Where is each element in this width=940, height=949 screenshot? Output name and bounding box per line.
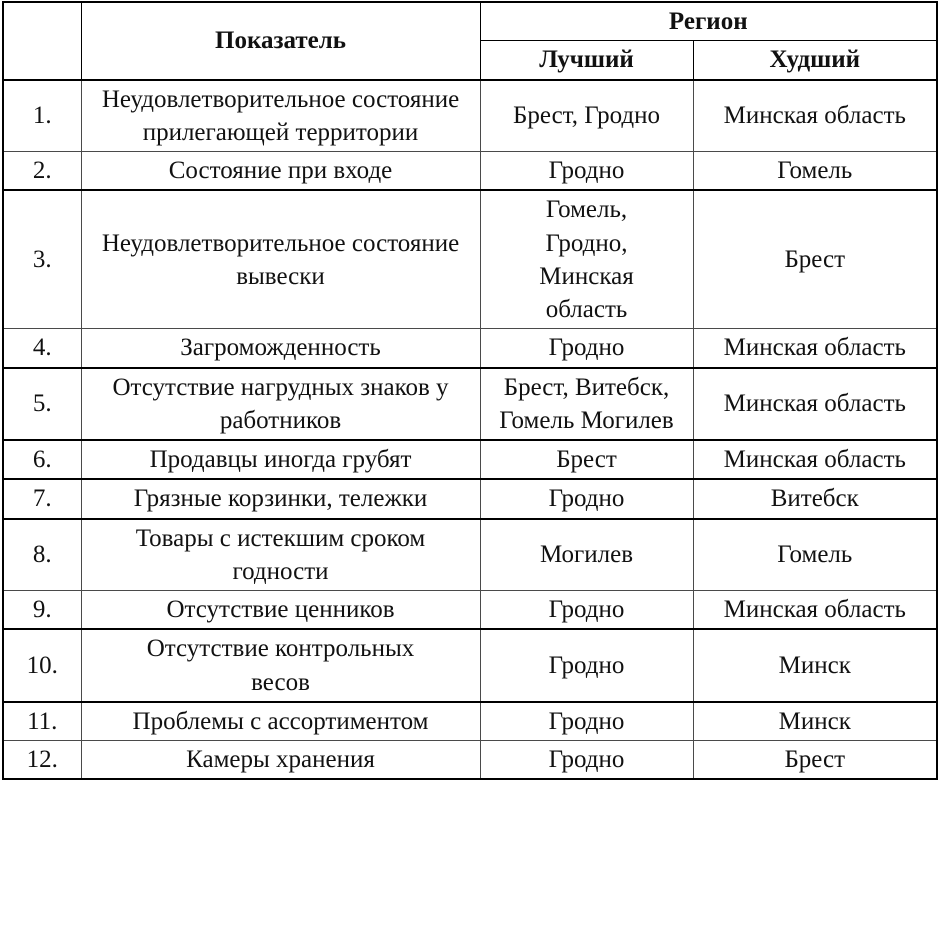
row-best-region: Гродно	[480, 152, 693, 191]
row-indicator: Продавцы иногда грубят	[81, 440, 480, 479]
row-worst-region: Гомель	[693, 519, 937, 591]
table-row	[3, 519, 937, 591]
row-worst-region: Минская область	[693, 80, 937, 152]
table-row	[3, 329, 937, 368]
row-number: 6.	[3, 440, 81, 479]
row-worst-region: Минская область	[693, 440, 937, 479]
table-header	[3, 2, 937, 80]
row-best-region: Гродно	[480, 702, 693, 741]
row-number: 11.	[3, 702, 81, 741]
row-number: 4.	[3, 329, 81, 368]
row-worst-region: Гомель	[693, 152, 937, 191]
row-number: 8.	[3, 519, 81, 591]
row-number: 3.	[3, 190, 81, 329]
header-number	[3, 2, 81, 80]
row-number: 1.	[3, 80, 81, 152]
row-number: 5.	[3, 368, 81, 441]
row-best-region: Гродно	[480, 479, 693, 518]
row-best-region: Брест, Гродно	[480, 80, 693, 152]
header-row-top	[3, 2, 937, 41]
header-region-group: Регион	[480, 2, 937, 41]
table-row	[3, 702, 937, 741]
table-row	[3, 629, 937, 702]
row-number: 7.	[3, 479, 81, 518]
header-best: Лучший	[480, 41, 693, 80]
table-row	[3, 152, 937, 191]
row-indicator: Проблемы с ассортиментом	[81, 702, 480, 741]
row-worst-region: Минск	[693, 629, 937, 702]
row-number: 9.	[3, 591, 81, 630]
row-worst-region: Минская область	[693, 329, 937, 368]
row-best-region: Гродно	[480, 591, 693, 630]
row-best-region: Гродно	[480, 629, 693, 702]
table-row	[3, 368, 937, 441]
row-indicator: Отсутствие ценников	[81, 591, 480, 630]
row-best-region: Брест, Витебск, Гомель Могилев	[480, 368, 693, 441]
row-indicator: Неудовлетворительное состояние прилегающей территории	[81, 80, 480, 152]
table-row	[3, 741, 937, 780]
row-indicator: Состояние при входе	[81, 152, 480, 191]
row-indicator: Товары с истекшим сроком годности	[81, 519, 480, 591]
header-worst: Худший	[693, 41, 937, 80]
row-worst-region: Витебск	[693, 479, 937, 518]
row-best-region: Гродно	[480, 329, 693, 368]
header-indicator: Показатель	[81, 2, 480, 80]
row-worst-region: Минская область	[693, 591, 937, 630]
table-row	[3, 190, 937, 329]
row-indicator: Грязные корзинки, тележки	[81, 479, 480, 518]
table-container	[0, 1, 940, 949]
row-indicator: Камеры хранения	[81, 741, 480, 780]
row-worst-region: Минск	[693, 702, 937, 741]
row-number: 12.	[3, 741, 81, 780]
row-worst-region: Минская область	[693, 368, 937, 441]
row-best-region: Гродно	[480, 741, 693, 780]
table-body	[3, 80, 937, 780]
row-best-region: Брест	[480, 440, 693, 479]
table-row	[3, 591, 937, 630]
table-row	[3, 440, 937, 479]
row-best-region: Гомель, Гродно, Минская область	[480, 190, 693, 329]
row-number: 10.	[3, 629, 81, 702]
table-row	[3, 80, 937, 152]
row-indicator: Неудовлетворительное состояние вывески	[81, 190, 480, 329]
row-best-region: Могилев	[480, 519, 693, 591]
table-row	[3, 479, 937, 518]
row-indicator: Отсутствие контрольных весов	[81, 629, 480, 702]
row-number: 2.	[3, 152, 81, 191]
row-indicator: Загроможденность	[81, 329, 480, 368]
row-indicator: Отсутствие нагрудных знаков у работников	[81, 368, 480, 441]
row-worst-region: Брест	[693, 741, 937, 780]
row-worst-region: Брест	[693, 190, 937, 329]
indicator-region-table	[2, 1, 938, 780]
